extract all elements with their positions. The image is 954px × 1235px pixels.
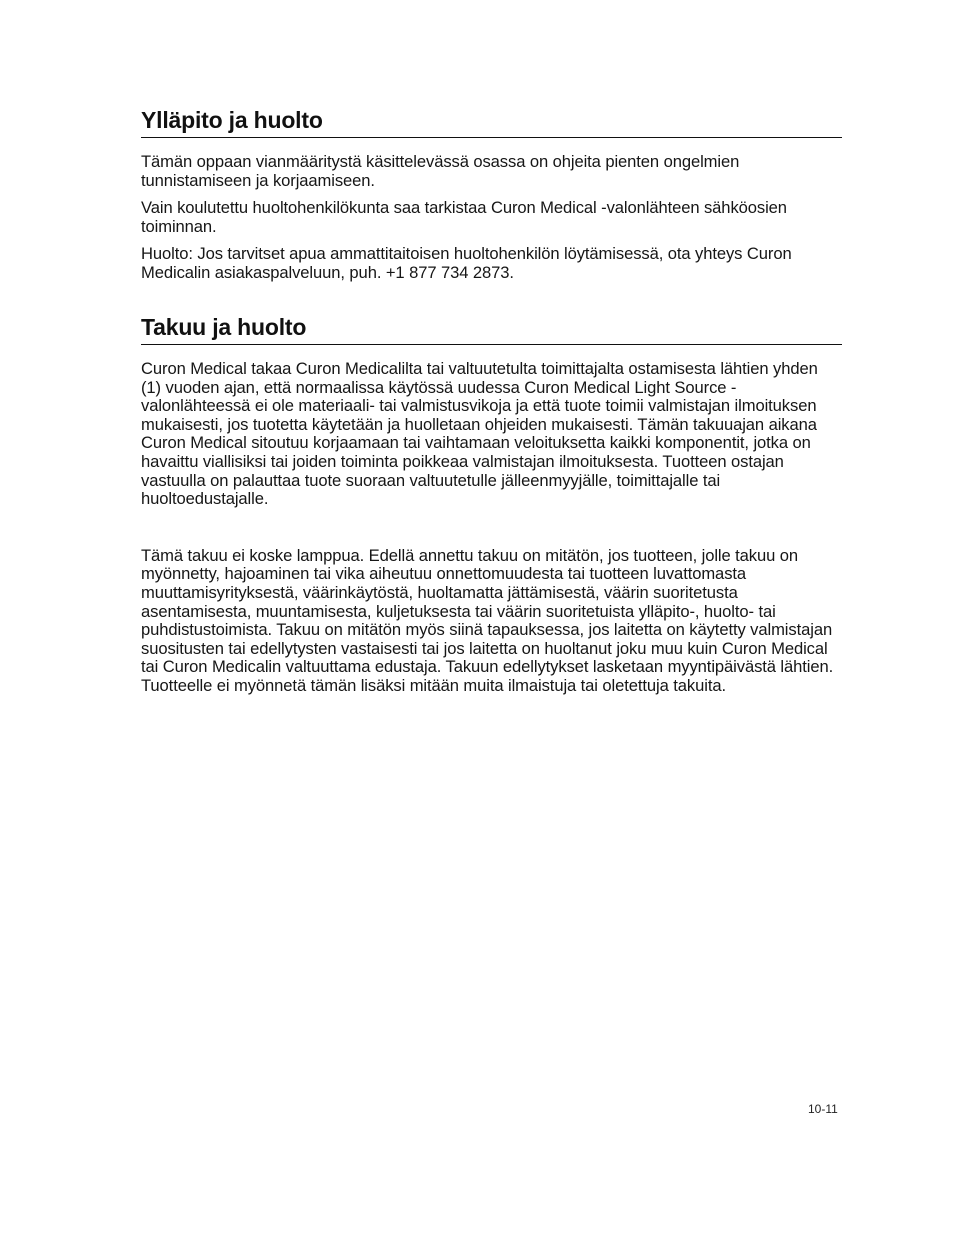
maintenance-heading: Ylläpito ja huolto bbox=[141, 106, 842, 138]
warranty-section bbox=[141, 313, 842, 696]
maintenance-paragraph-2: Vain koulutettu huoltohenkilökunta saa tarkistaa Curon Medical -valonlähteen sähköosien toiminnan. bbox=[141, 198, 787, 236]
warranty-paragraph-2: Tämä takuu ei koske lamppua. Edellä annettu takuu on mitätön, jos tuotteen, jolle takuu on myönnetty, hajoaminen tai vika aiheutuu onnettomuudesta tai tuotteen luvattomasta muuttamisyrityksestä, väärinkäytöstä, huoltamatta jättämisestä, väärin suoritetusta asentamisesta, muuntamisesta, kuljetuksesta tai väärin suoritetuista ylläpito-, huolto- tai puhdistustoimista. Takuu on mitätön myös siinä tapauksessa, jos laitetta on käytetty valmistajan suositusten tai edellytysten vastaisesti tai jos laitetta on huoltanut joku muu kuin Curon Medical tai Curon Medicalin valtuuttama edustaja. Takuun edellytykset lasketaan myyntipäivästä lähtien. Tuotteelle ei myönnetä tämän lisäksi mitään muita ilmaistuja tai oletettuja takuita. bbox=[141, 545, 834, 695]
warranty-paragraph-1: Curon Medical takaa Curon Medicalilta tai valtuutetulta toimittajalta ostamisesta lähtien yhden (1) vuoden ajan, että normaalissa käytössä uudessa Curon Medical Light Source -valonlähteessä ei ole materiaali- tai valmistusvikoja ja että tuote toimii valmistajan ilmoituksen mukaisesti, jos tuotetta käytetään ja huolletaan ohjeiden mukaisesti. Tämän takuuajan aikana Curon Medical sitoutuu korjaamaan tai vaihtamaan veloituksetta kaikki komponentit, jotka on havaittu viallisiksi tai joiden toiminta poikkeaa valmistajan ilmoituksesta. Tuotteen ostajan vastuulla on palauttaa tuote suoraan valtuutetulle jälleenmyyjälle, toimittajalle tai huoltoedustajalle. bbox=[141, 359, 818, 509]
page-number: 10-11 bbox=[808, 1102, 838, 1116]
warranty-heading: Takuu ja huolto bbox=[141, 313, 842, 345]
maintenance-paragraph-1: Tämän oppaan vianmääritystä käsittelevässä osassa on ohjeita pienten ongelmien tunnistamiseen ja korjaamiseen. bbox=[141, 152, 740, 190]
maintenance-paragraph-3: Huolto: Jos tarvitset apua ammattitaitoisen huoltohenkilön löytämisessä, ota yhteys Curon Medicalin asiakaspalveluun, puh. +1 877 734 2873. bbox=[141, 244, 792, 282]
maintenance-section bbox=[141, 106, 842, 283]
